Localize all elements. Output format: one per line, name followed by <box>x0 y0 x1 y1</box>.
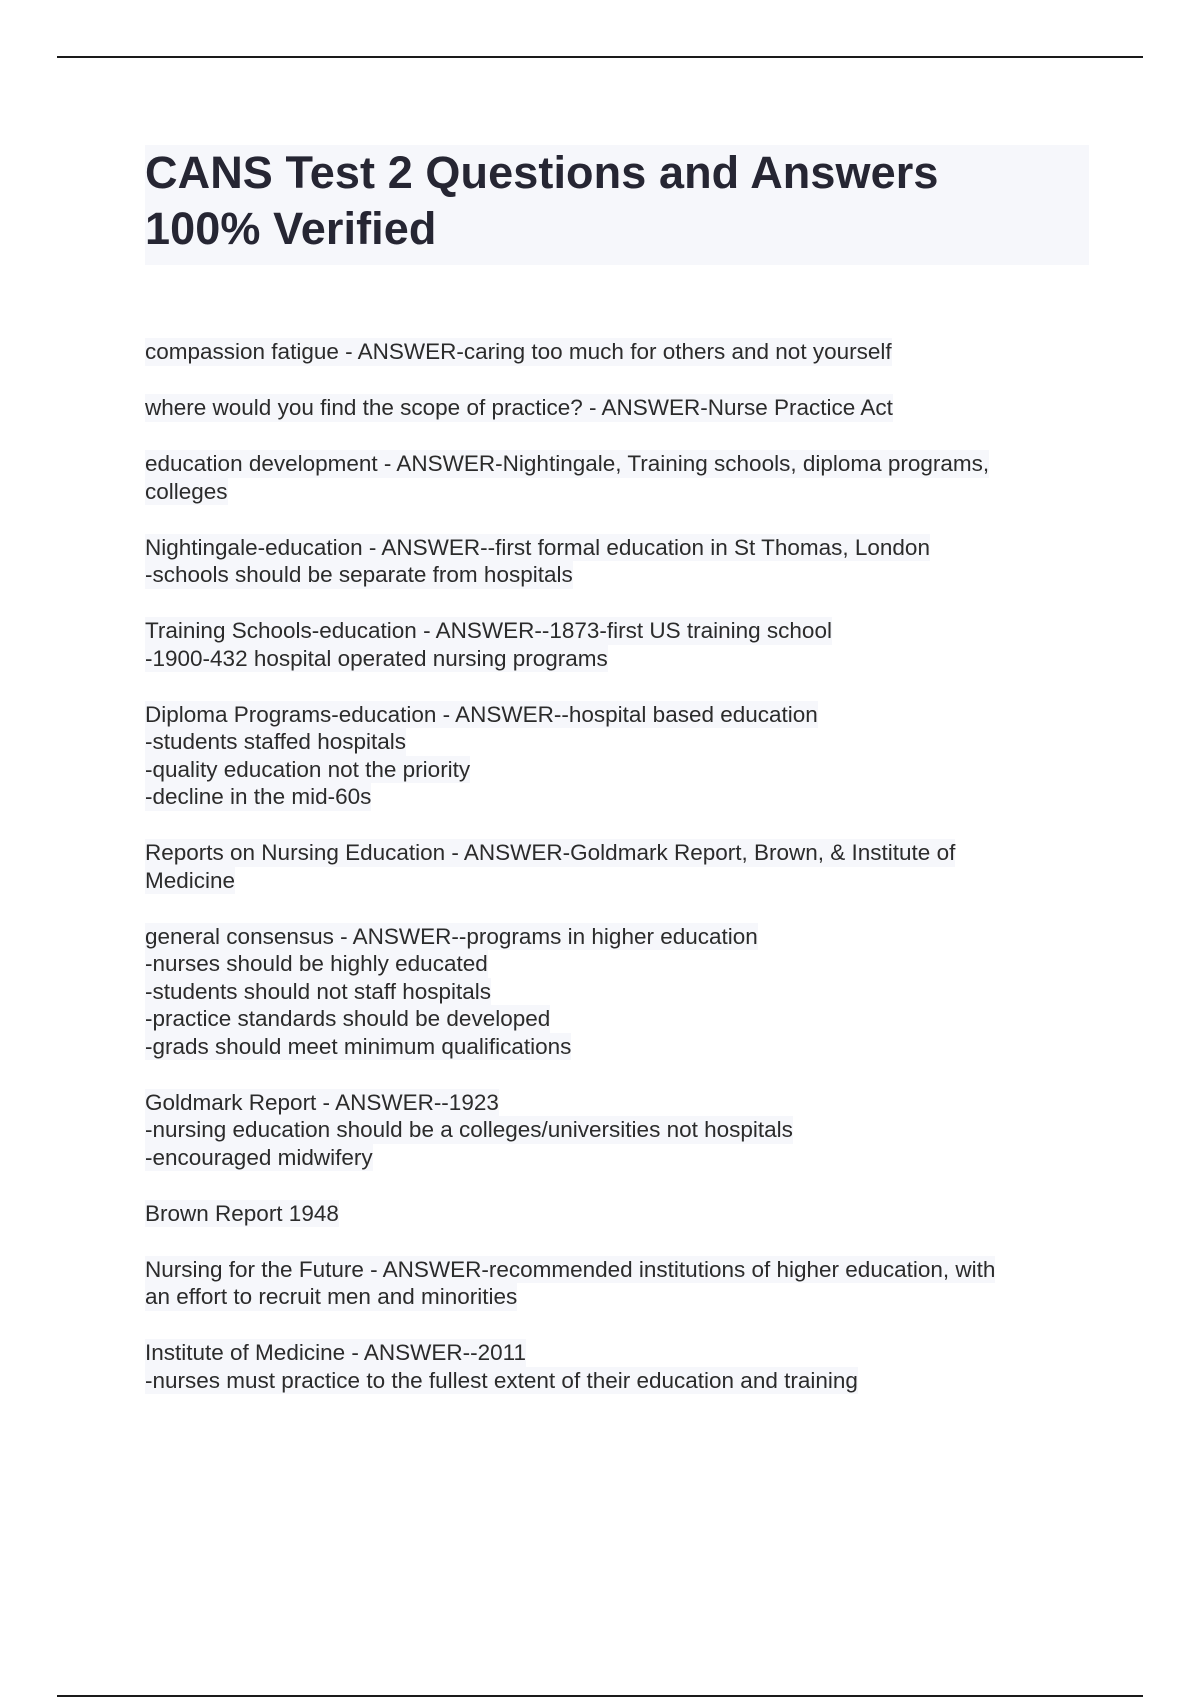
qa-question-line: Brown Report 1948 <box>145 1200 339 1226</box>
qa-answer-line: -practice standards should be developed <box>145 1006 551 1031</box>
qa-line-wrap <box>145 1339 1089 1367</box>
qa-item <box>145 1339 1089 1394</box>
qa-line-wrap <box>145 1367 1089 1395</box>
qa-line-wrap <box>145 338 1089 366</box>
qa-answer-line: -students should not staff hospitals <box>145 978 492 1004</box>
qa-item <box>145 394 1089 422</box>
qa-line-wrap <box>145 839 1089 867</box>
qa-line-wrap <box>145 978 1089 1006</box>
qa-line-wrap <box>145 394 1089 422</box>
qa-answer-line: -students staffed hospitals <box>145 729 406 754</box>
qa-item <box>145 338 1089 366</box>
qa-line-wrap <box>145 1144 1089 1172</box>
qa-question-line: Nightingale-education - ANSWER--first formal education in St Thomas, London <box>145 534 930 560</box>
qa-answer-line: -nurses should be highly educated <box>145 951 488 976</box>
qa-answer-line: -1900-432 hospital operated nursing programs <box>145 645 608 671</box>
qa-item <box>145 1200 1089 1228</box>
qa-line-wrap <box>145 561 1089 589</box>
qa-question-line: compassion fatigue - ANSWER-caring too much for others and not yourself <box>145 339 892 364</box>
qa-line-wrap <box>145 1005 1089 1033</box>
qa-answer-line: colleges <box>145 478 228 504</box>
title-block <box>145 145 1089 265</box>
bottom-rule <box>57 1695 1143 1697</box>
document-title <box>145 145 1089 257</box>
qa-answer-line: -schools should be separate from hospitals <box>145 562 573 587</box>
qa-line-wrap <box>145 478 1089 506</box>
title-line-1: CANS Test 2 Questions and Answers <box>145 147 939 198</box>
qa-answer-line: -quality education not the priority <box>145 756 471 782</box>
qa-item <box>145 1089 1089 1172</box>
qa-line-wrap <box>145 1089 1089 1117</box>
qa-line-wrap <box>145 950 1089 978</box>
qa-question-line: education development - ANSWER-Nightingale, Training schools, diploma programs, <box>145 451 990 476</box>
qa-answer-line: an effort to recruit men and minorities <box>145 1284 518 1309</box>
qa-item <box>145 701 1089 811</box>
qa-line-wrap <box>145 867 1089 895</box>
qa-question-line: Reports on Nursing Education - ANSWER-Goldmark Report, Brown, & Institute of <box>145 840 956 865</box>
qa-line-wrap <box>145 923 1089 951</box>
qa-list <box>145 338 1089 1423</box>
qa-answer-line: -grads should meet minimum qualifications <box>145 1033 572 1059</box>
qa-line-wrap <box>145 1033 1089 1061</box>
title-line-2: 100% Verified <box>145 203 437 254</box>
qa-line-wrap <box>145 645 1089 673</box>
qa-item <box>145 839 1089 894</box>
qa-question-line: Training Schools-education - ANSWER--1873-first US training school <box>145 618 832 643</box>
qa-answer-line: -encouraged midwifery <box>145 1144 373 1170</box>
qa-question-line: Nursing for the Future - ANSWER-recommended institutions of higher education, with <box>145 1256 996 1282</box>
qa-question-line: where would you find the scope of practice? - ANSWER-Nurse Practice Act <box>145 395 893 420</box>
qa-item <box>145 923 1089 1061</box>
top-rule <box>57 56 1143 58</box>
qa-line-wrap <box>145 534 1089 562</box>
qa-question-line: Goldmark Report - ANSWER--1923 <box>145 1089 499 1115</box>
qa-answer-line: -nurses must practice to the fullest extent of their education and training <box>145 1367 858 1393</box>
qa-item <box>145 617 1089 672</box>
qa-line-wrap <box>145 783 1089 811</box>
qa-line-wrap <box>145 1116 1089 1144</box>
qa-answer-line: Medicine <box>145 867 236 893</box>
qa-line-wrap <box>145 728 1089 756</box>
qa-line-wrap <box>145 701 1089 729</box>
qa-line-wrap <box>145 1200 1089 1228</box>
qa-question-line: Diploma Programs-education - ANSWER--hospital based education <box>145 701 818 727</box>
qa-line-wrap <box>145 1256 1089 1284</box>
qa-line-wrap <box>145 1283 1089 1311</box>
qa-item <box>145 450 1089 505</box>
qa-answer-line: -decline in the mid-60s <box>145 784 372 809</box>
qa-item <box>145 1256 1089 1311</box>
qa-line-wrap <box>145 756 1089 784</box>
qa-line-wrap <box>145 450 1089 478</box>
qa-line-wrap <box>145 617 1089 645</box>
qa-question-line: general consensus - ANSWER--programs in higher education <box>145 923 758 949</box>
qa-item <box>145 534 1089 589</box>
qa-answer-line: -nursing education should be a colleges/universities not hospitals <box>145 1117 793 1142</box>
qa-question-line: Institute of Medicine - ANSWER--2011 <box>145 1340 526 1365</box>
